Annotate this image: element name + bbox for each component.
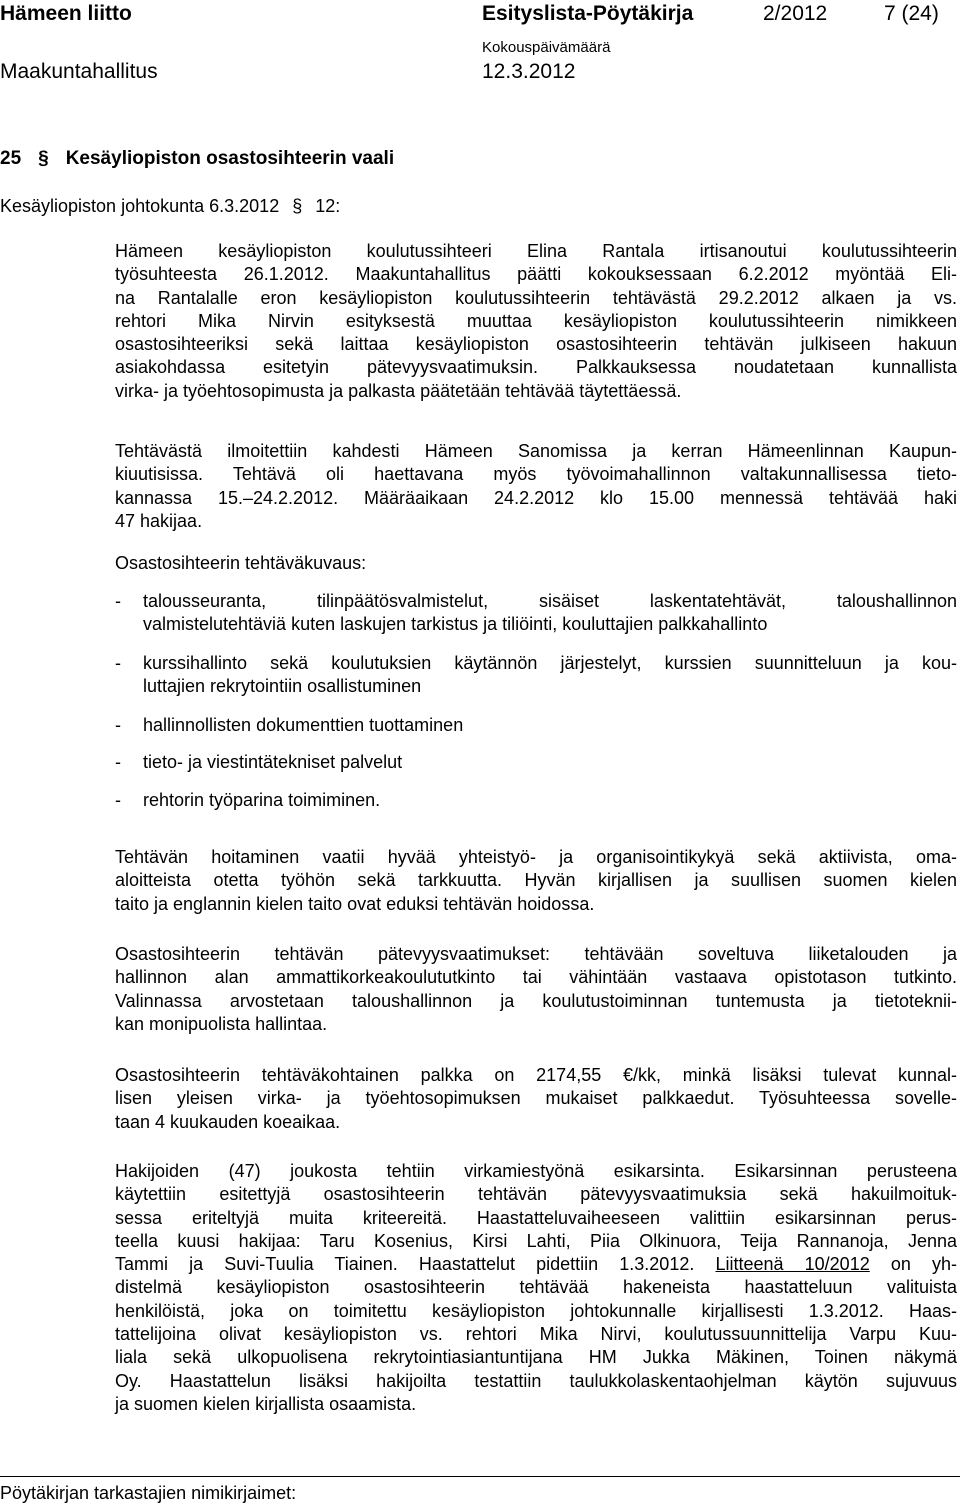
text-line: virka- ja työehtosopimusta ja palkasta päätetään tehtävää täytettäessä. (115, 380, 682, 401)
document-type: Esityslista-Pöytäkirja (482, 2, 694, 25)
text-line: 47 hakijaa. (115, 510, 203, 531)
section-heading (0, 148, 394, 170)
meeting-date: 12.3.2012 (482, 60, 576, 83)
text-line: teella kuusi hakijaa: Taru Kosenius, Kirsi Lahti, Piia Olkinuora, Teija Rannanoja, Jenna (115, 1230, 957, 1251)
list-item (115, 751, 957, 774)
text-line: osastosihteeriksi sekä laittaa kesäyliopiston osastosihteerin tehtävän julkiseen hakuun (115, 334, 957, 355)
list-dash: - (115, 752, 121, 772)
list-item (115, 590, 957, 637)
list-item (115, 789, 957, 812)
text-line: Osastosihteerin tehtäväkohtainen palkka on 2174,55 €/kk, minkä lisäksi tulevat kunnal- (115, 1065, 957, 1085)
text-line: Tehtävästä ilmoitettiin kahdesti Hämeen Sanomissa ja kerran Hämeenlinnan Kaupun- (115, 441, 957, 461)
text-line: Tehtävän hoitaminen vaatii hyvää yhteistyö- ja organisointikykyä sekä aktiivista, oma- (115, 847, 957, 867)
text-line: aloitteista otetta työhön sekä tarkkuutta. Hyvän kirjallisen ja suullisen suomen kielen (115, 870, 957, 891)
list-dash: - (115, 653, 121, 673)
text-line: sessa eriteltyjä muita kriteereitä. Haastatteluvaiheeseen valittiin esikarsinnan perus- (115, 1207, 957, 1228)
paragraph-requirements (115, 846, 957, 916)
reference-line (0, 196, 340, 217)
list-dash: - (115, 591, 121, 611)
text-line: hallinnon alan ammattikorkeakoulututkinto tai vähintään vastaava opistotason tutkinto. (115, 967, 957, 988)
text-line: Oy. Haastattelun lisäksi hakijoilta testattiin taulukkolaskentaohjelman käytön sujuvuus (115, 1370, 957, 1391)
text-line: henkilöistä, joka on toimitettu kesäyliopiston johtokunnalle kirjallisesti 1.3.2012. Haas- (115, 1300, 957, 1321)
reference-symbol: § (292, 196, 303, 216)
section-symbol: § (38, 148, 49, 169)
footer-label: Pöytäkirjan tarkastajien nimikirjaimet: (0, 1483, 297, 1503)
text-line: rehtori Mika Nirvin esityksestä muuttaa kesäyliopiston koulutussihteerin nimikkeen (115, 310, 957, 331)
page-number: 7 (24) (884, 2, 939, 25)
text-line-with-link (115, 1253, 957, 1276)
paragraph-job-description-heading (115, 552, 957, 575)
section-number: 25 (0, 148, 22, 169)
paragraph-announcement (115, 440, 957, 533)
text-line: valmistelutehtäviä kuten laskujen tarkistus ja tiliöinti, kouluttajien palkkahallinto (143, 614, 768, 635)
text-line: kan monipuolista hallintaa. (115, 1013, 328, 1034)
text-line: tattelijoina olivat kesäyliopiston vs. rehtori Mika Nirvi, koulutussuunnittelija Varpu Kuu- (115, 1324, 957, 1345)
text-line: rehtorin työparina toimiminen. (143, 790, 381, 810)
reference-prefix: Kesäyliopiston johtokunta 6.3.2012 (0, 196, 280, 216)
text-line: liala sekä ulkopuolisena rekrytointiasiantuntijana HM Jukka Mäkinen, Toinen näkymä (115, 1347, 957, 1368)
text-segment: on yh- (869, 1254, 957, 1275)
footer-divider (0, 1476, 960, 1477)
text-line: Hämeen kesäyliopiston koulutussihteeri Elina Rantala irtisanoutui koulutussihteerin (115, 241, 957, 261)
text-line: Osastosihteerin tehtäväkuvaus: (115, 553, 367, 573)
text-line: luttajien rekrytointiin osallistuminen (143, 676, 422, 697)
paragraph-qualifications (115, 943, 957, 1036)
text-line: tieto- ja viestintätekniset palvelut (143, 752, 403, 772)
text-line: Hakijoiden (47) joukosta tehtiin virkamiestyönä esikarsinta. Esikarsinnan perusteena (115, 1161, 957, 1181)
list-dash: - (115, 715, 121, 735)
section-title: Kesäyliopiston osastosihteerin vaali (65, 148, 395, 169)
text-line: distelmä kesäyliopiston osastosihteerin tehtävää hakeneista haastatteluun valituista (115, 1277, 957, 1298)
text-line: käytettiin esitettyjä osastosihteerin tehtävän pätevyysvaatimuksia sekä hakuilmoituk- (115, 1184, 957, 1205)
list-dash: - (115, 790, 121, 810)
text-line: asiakohdassa esitetyin pätevyysvaatimuksin. Palkkauksessa noudatetaan kunnallista (115, 357, 957, 378)
org-name: Hämeen liitto (0, 2, 132, 25)
text-line: ja suomen kielen kirjallista osaamista. (115, 1393, 417, 1414)
paragraph-background (115, 240, 957, 403)
paragraph-salary (115, 1064, 957, 1134)
reference-suffix: 12: (315, 196, 341, 216)
list-item (115, 652, 957, 699)
paragraph-selection (115, 1160, 957, 1416)
text-line: työsuhteesta 26.1.2012. Maakuntahallitus päätti kokouksessaan 6.2.2012 myöntää Eli- (115, 264, 957, 285)
text-line: talousseuranta, tilinpäätösvalmistelut, sisäiset laskentatehtävät, taloushallinnon (143, 591, 957, 611)
board-name: Maakuntahallitus (0, 60, 158, 83)
text-line: taan 4 kuukauden koeaikaa. (115, 1111, 341, 1132)
text-line: na Rantalalle eron kesäyliopiston koulutussihteerin tehtävästä 29.2.2012 alkaen ja vs. (115, 287, 957, 308)
text-line: lisen yleisen virka- ja työehtosopimuksen mukaiset palkkaedut. Työsuhteessa sovelle- (115, 1088, 957, 1109)
text-line: kurssihallinto sekä koulutuksien käytännön järjestelyt, kurssien suunnitteluun ja kou- (143, 653, 957, 673)
list-item (115, 714, 957, 737)
text-line: kannassa 15.–24.2.2012. Määräaikaan 24.2.2012 klo 15.00 mennessä tehtävää haki (115, 487, 957, 508)
text-line: Osastosihteerin tehtävän pätevyysvaatimukset: tehtävään soveltuva liiketalouden ja (115, 944, 957, 964)
attachment-link[interactable]: Liitteenä 10/2012 (715, 1254, 870, 1275)
document-number: 2/2012 (763, 2, 828, 25)
text-line: taito ja englannin kielen taito ovat eduksi tehtävän hoidossa. (115, 893, 595, 914)
text-line: Valinnassa arvostetaan taloushallinnon ja koulutustoiminnan tuntemusta ja tietoteknii- (115, 990, 957, 1011)
text-segment: Tammi ja Suvi-Tuulia Tiainen. Haastattelut pidettiin 1.3.2012. (115, 1254, 716, 1275)
text-line: hallinnollisten dokumenttien tuottaminen (143, 715, 464, 735)
date-label: Kokouspäivämäärä (482, 39, 611, 56)
text-line: kiuutisissa. Tehtävä oli haettavana myös työvoimahallinnon valtakunnallisessa tieto- (115, 464, 957, 485)
